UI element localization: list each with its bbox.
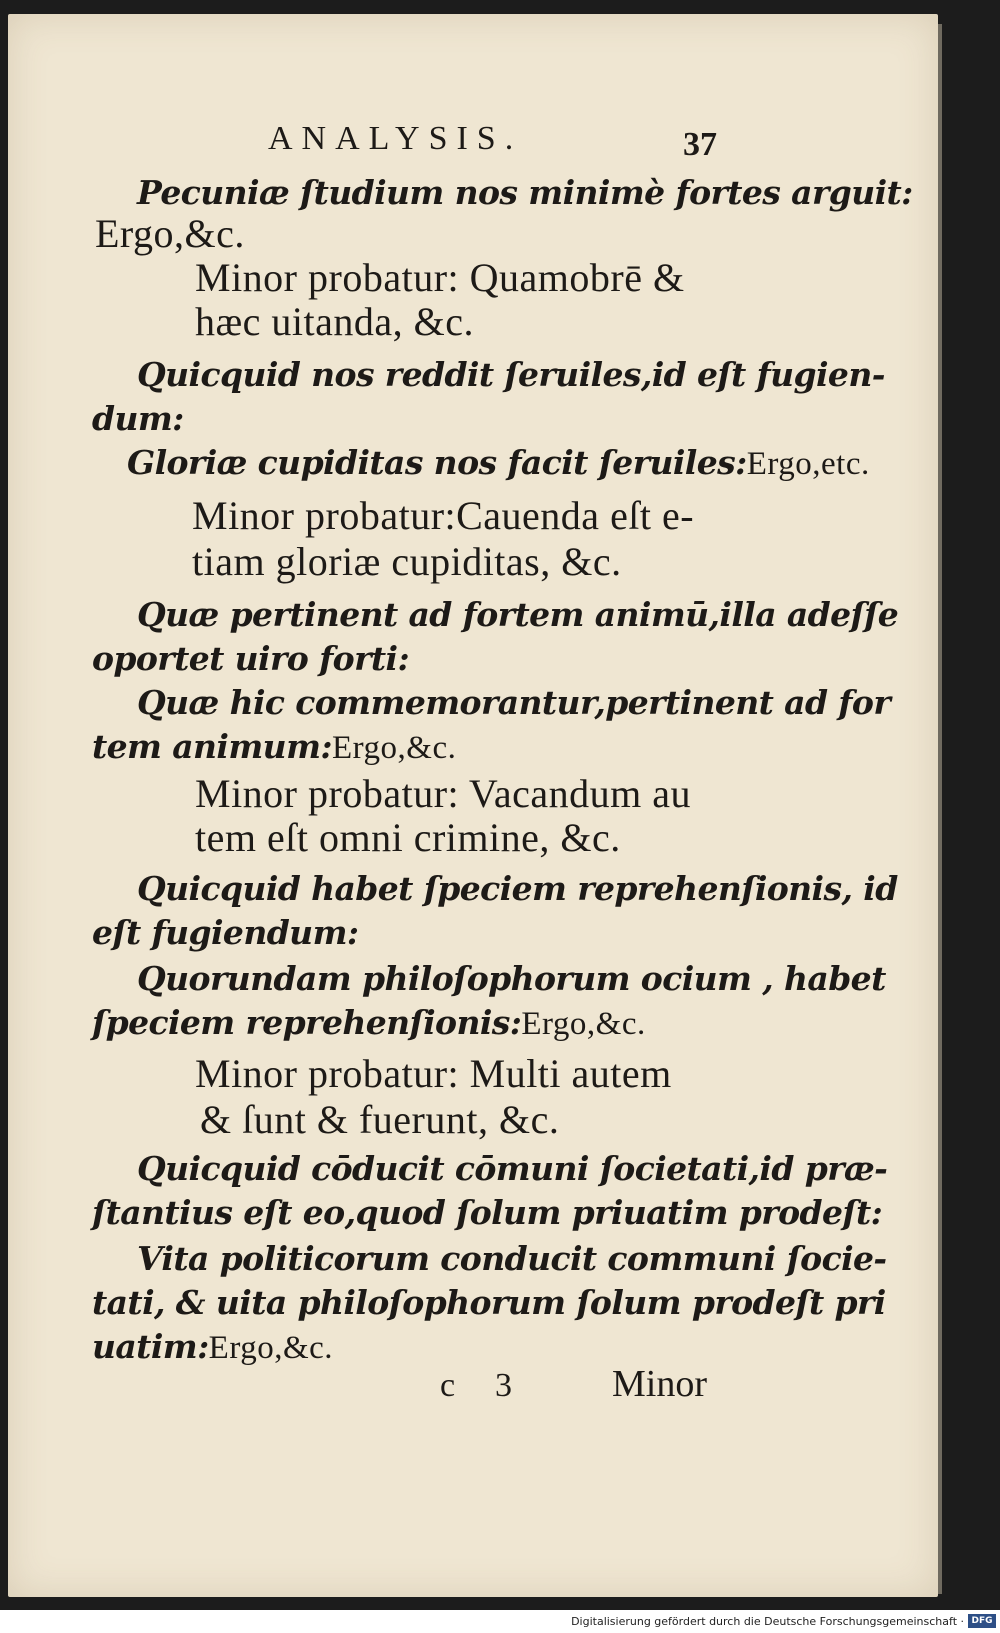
- text-line: dum:: [92, 399, 184, 438]
- digitization-footer: [0, 1610, 1000, 1633]
- text-line: Quicquid habet ſpeciem reprehenſionis, id: [137, 869, 898, 908]
- text-line: Vita politicorum conducit communi ſocie-: [137, 1239, 887, 1278]
- text-line: hæc uitanda, &c.: [195, 299, 475, 344]
- text-line: Minor probatur: Vacandum au: [195, 771, 691, 816]
- text-line: Minor probatur:Cauenda eſt e-: [192, 493, 695, 538]
- text-line: oportet uiro forti:: [92, 639, 410, 678]
- text-line: Ergo,&c.: [95, 211, 245, 256]
- text-line: ſtantius eſt eo,quod ſolum priuatim prodeſt:: [92, 1193, 883, 1232]
- footer-credit: Digitalisierung gefördert durch die Deutsche Forschungsgemeinschaft ·: [571, 1615, 964, 1628]
- catchword: Minor: [612, 1363, 707, 1405]
- text-line: uatim:Ergo,&c.: [92, 1327, 334, 1366]
- text-line: Quæ pertinent ad fortem animū,illa adeſſe: [137, 595, 899, 634]
- text-line: Quæ hic commemorantur,pertinent ad for: [137, 683, 891, 722]
- text-line: Pecuniæ ſtudium nos minimè fortes arguit:: [137, 173, 913, 212]
- page-edge: [938, 24, 942, 1594]
- dfg-logo: DFG: [968, 1614, 996, 1628]
- text-line: Quicquid cōducit cōmuni ſocietati,id præ-: [137, 1149, 888, 1188]
- text-line: Gloriæ cupiditas nos facit ſeruiles:Ergo,etc.: [127, 443, 870, 482]
- text-line: tem eſt omni crimine, &c.: [195, 815, 621, 860]
- text-line: eſt fugiendum:: [92, 913, 359, 952]
- running-title: ANALYSIS.: [268, 120, 523, 157]
- text-line: & ſunt & fuerunt, &c.: [200, 1097, 560, 1142]
- text-line: Quicquid nos reddit ſeruiles,id eſt fugien-: [137, 355, 885, 394]
- text-line: Quorundam philoſophorum ocium , habet: [137, 959, 886, 998]
- signature-number: 3: [495, 1367, 512, 1404]
- text-line: Minor probatur: Multi autem: [195, 1051, 672, 1096]
- text-line: ſpeciem reprehenſionis:Ergo,&c.: [92, 1003, 646, 1042]
- page-number: 37: [683, 126, 717, 163]
- text-line: tati, & uita philoſophorum ſolum prodeſt pri: [92, 1283, 886, 1322]
- text-line: tem animum:Ergo,&c.: [92, 727, 457, 766]
- signature-mark: c: [440, 1367, 456, 1404]
- text-line: Minor probatur: Quamobrē &: [195, 255, 685, 300]
- text-line: tiam gloriæ cupiditas, &c.: [192, 539, 622, 584]
